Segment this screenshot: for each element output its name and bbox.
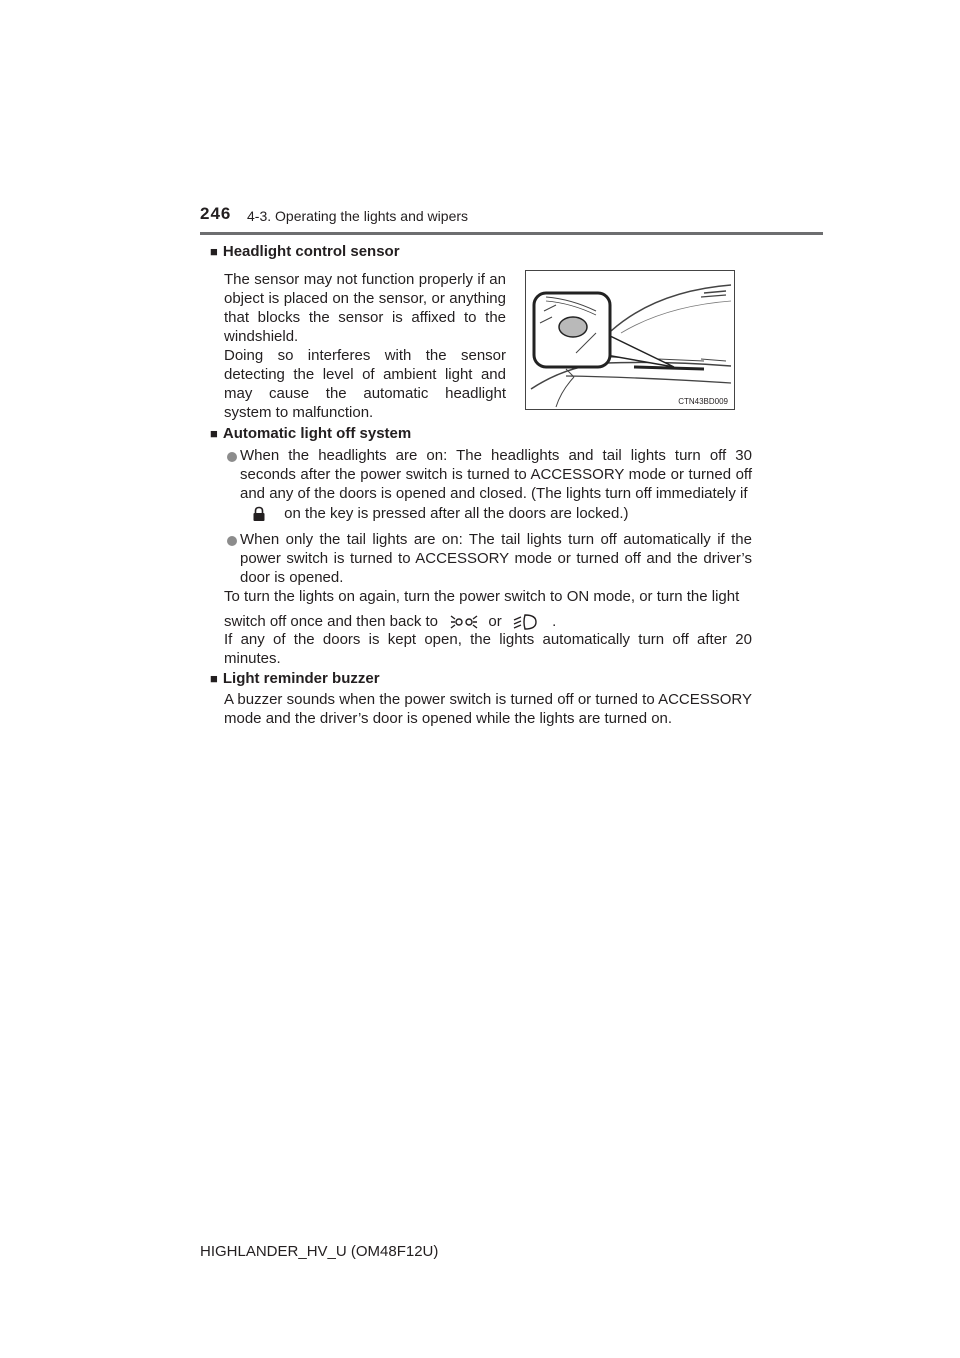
heading-headlight-sensor <box>210 243 400 260</box>
page-number: 246 <box>200 204 232 223</box>
note-2-or: or <box>488 613 502 630</box>
heading-marker-icon: ■ <box>210 244 218 259</box>
note-2-end: . <box>552 613 557 630</box>
tail-light-icon <box>450 613 478 631</box>
auto-off-note-3: If any of the doors is kept open, the lights automatically turn off after 20 minutes. <box>224 631 752 667</box>
headlight-icon <box>512 613 538 631</box>
auto-off-note-1: To turn the lights on again, turn the power switch to ON mode, or turn the light <box>224 588 740 605</box>
heading-text: Headlight control sensor <box>222 243 400 260</box>
bullet-icon <box>227 452 237 462</box>
auto-off-bullet-1-tail <box>252 504 752 523</box>
heading-auto-off <box>210 425 411 442</box>
buzzer-description: A buzzer sounds when the power switch is turned off or turned to ACCESSORY mode and the driver’s door is opened while the lights are turned on. <box>224 691 752 727</box>
figure-code: CTN43BD009 <box>678 397 728 406</box>
heading-text: Light reminder buzzer <box>222 670 380 687</box>
section-title: 4-3. Operating the lights and wipers <box>247 208 469 224</box>
lock-icon <box>252 506 266 522</box>
heading-marker-icon: ■ <box>210 671 218 686</box>
auto-off-note-2 <box>224 612 752 631</box>
header-divider <box>200 232 823 235</box>
footer-model: HIGHLANDER_HV_U (OM48F12U) <box>200 1243 439 1260</box>
note-2-text: switch off once and then back to <box>224 613 439 630</box>
auto-off-bullet-1: When the headlights are on: The headlights and tail lights turn off 30 seconds after the power switch is turned to ACCESSORY mode or turned off and any of the doors is opened and closed. (The lights turn off immediately if <box>240 447 752 502</box>
sensor-body: The sensor may not function properly if an object is placed on the sensor, or anything that blocks the sensor is affixed to the windshield. <box>224 271 506 345</box>
windshield-sensor-drawing <box>526 271 734 409</box>
sensor-illustration <box>525 270 735 410</box>
auto-off-bullet-2: When only the tail lights are on: The tail lights turn off automatically if the power switch is turned to ACCESSORY mode or turned off and the driver’s door is opened. <box>240 531 752 586</box>
heading-buzzer <box>210 670 380 687</box>
bullet-1-tail-text: on the key is pressed after all the doors are locked.) <box>284 505 629 522</box>
heading-text: Automatic light off system <box>222 425 412 442</box>
sensor-description <box>224 270 506 422</box>
bullet-icon <box>227 536 237 546</box>
sensor-body-2: Doing so interferes with the sensor detecting the level of ambient light and may cause the automatic headlight system to malfunction. <box>224 347 506 421</box>
heading-marker-icon: ■ <box>210 426 218 441</box>
